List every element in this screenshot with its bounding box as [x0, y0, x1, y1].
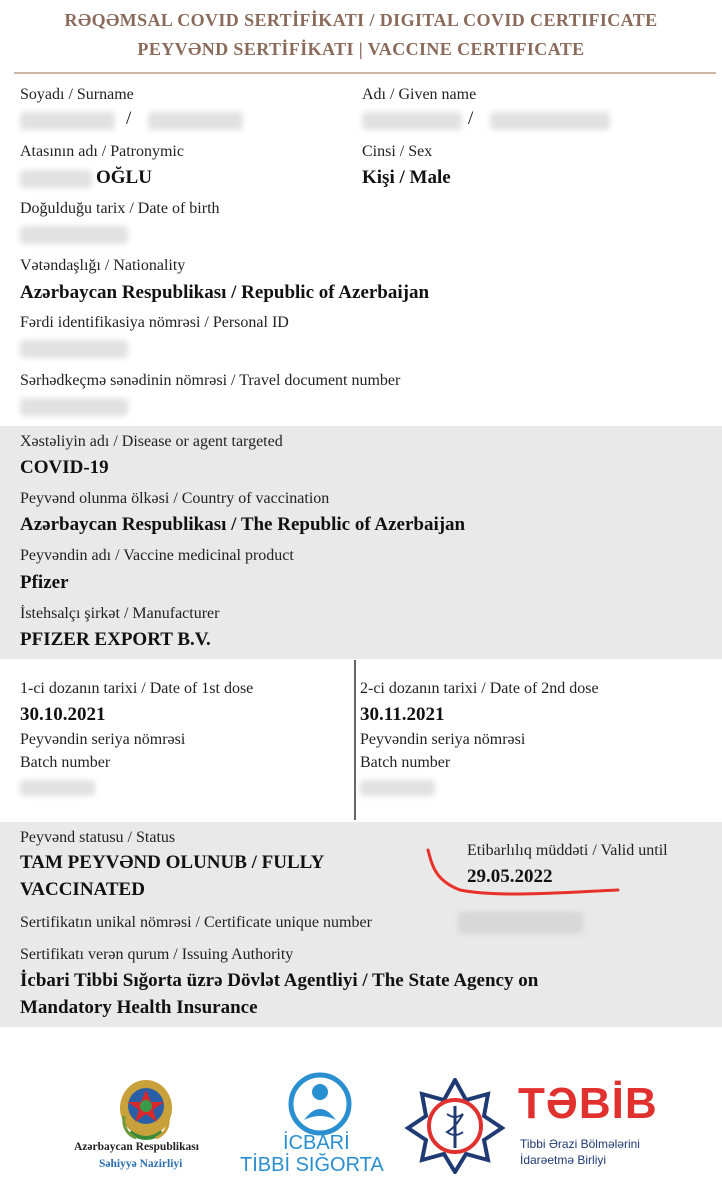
red-underline-annotation	[420, 846, 630, 904]
sex-label: Cinsi / Sex	[362, 143, 433, 160]
dose2-date-value: 30.11.2021	[360, 704, 445, 725]
authority-value-line2: Mandatory Health Insurance	[20, 997, 258, 1018]
certificate-title: RƏQƏMSAL COVID SERTİFİKATI / DIGITAL COVID CERTIFICATE	[64, 10, 658, 30]
icbari-logo-icon	[288, 1072, 352, 1136]
tabib-desc-line2: İdarəetmə Birliyi	[520, 1153, 607, 1167]
cert-number-redacted	[458, 912, 583, 934]
ministry-name-line1: Azərbaycan Respublikası	[74, 1141, 199, 1153]
valid-until-value: 29.05.2022	[467, 866, 553, 887]
authority-label: Sertifikatı verən qurum / Issuing Authority	[20, 946, 294, 963]
tabib-emblem-icon	[404, 1078, 506, 1174]
dose2-date-label: 2-ci dozanın tarixi / Date of 2nd dose	[360, 680, 599, 697]
dose2-batch-label-en: Batch number	[360, 754, 451, 771]
dose1-date-value: 30.10.2021	[20, 704, 106, 725]
ministry-name-line2: Səhiyyə Nazirliyi	[99, 1158, 183, 1170]
given-name-redacted	[362, 112, 462, 130]
surname-redacted	[20, 112, 115, 130]
surname-separator: /	[126, 108, 132, 129]
patronymic-value: OĞLU	[96, 167, 152, 188]
certificate-subtitle: PEYVƏND SERTİFİKATI | VACCINE CERTIFICATE	[137, 39, 585, 59]
personal-id-redacted	[20, 340, 128, 358]
dose2-batch-redacted	[360, 780, 435, 796]
tabib-name: TƏBİB	[518, 1079, 658, 1128]
valid-until-label: Etibarlılıq müddəti / Valid until	[467, 842, 668, 859]
surname-redacted-latin	[148, 112, 243, 130]
product-label: Peyvəndin adı / Vaccine medicinal product	[20, 547, 294, 564]
nationality-value: Azərbaycan Respublikası / Republic of Azerbaijan	[20, 282, 430, 303]
country-value: Azərbaycan Respublikası / The Republic of Azerbaijan	[20, 514, 466, 535]
icbari-name-line1: İCBARİ	[283, 1132, 350, 1154]
dose1-batch-label-az: Peyvəndin seriya nömrəsi	[20, 731, 186, 748]
tabib-desc-line1: Tibbi Ərazi Bölmələrini	[520, 1137, 640, 1151]
dose1-date-label: 1-ci dozanın tarixi / Date of 1st dose	[20, 680, 254, 697]
surname-label: Soyadı / Surname	[20, 86, 134, 103]
product-value: Pfizer	[20, 572, 69, 593]
patronymic-label: Atasının adı / Patronymic	[20, 143, 184, 160]
travel-doc-redacted	[20, 398, 128, 416]
disease-value: COVID-19	[20, 457, 109, 478]
patronymic-redacted	[20, 170, 92, 188]
cert-number-label: Sertifikatın unikal nömrəsi / Certificate unique number	[20, 914, 372, 931]
dose-column-divider	[354, 660, 356, 820]
authority-value-line1: İcbari Tibbi Sığorta üzrə Dövlət Agentliyi / The State Agency on	[20, 970, 539, 991]
header-divider	[14, 72, 716, 74]
manufacturer-value: PFIZER EXPORT B.V.	[20, 629, 211, 650]
travel-doc-label: Sərhədkeçmə sənədinin nömrəsi / Travel document number	[20, 372, 401, 389]
icbari-name-line2: TİBBİ SIĞORTA	[240, 1154, 384, 1176]
status-value-line2: VACCINATED	[20, 879, 145, 900]
disease-label: Xəstəliyin adı / Disease or agent targeted	[20, 433, 283, 450]
given-name-redacted-latin	[490, 112, 610, 130]
given-name-separator: /	[468, 108, 474, 129]
dob-label: Doğulduğu tarix / Date of birth	[20, 200, 220, 217]
sex-value: Kişi / Male	[362, 167, 451, 188]
dose1-batch-label-en: Batch number	[20, 754, 111, 771]
dob-redacted	[20, 226, 128, 244]
dose2-batch-label-az: Peyvəndin seriya nömrəsi	[360, 731, 526, 748]
manufacturer-label: İstehsalçı şirkət / Manufacturer	[20, 605, 220, 622]
nationality-label: Vətəndaşlığı / Nationality	[20, 257, 186, 274]
azerbaijan-emblem-icon	[116, 1076, 176, 1144]
given-name-label: Adı / Given name	[362, 86, 477, 103]
status-label: Peyvənd statusu / Status	[20, 829, 176, 846]
dose1-batch-redacted	[20, 780, 95, 796]
personal-id-label: Fərdi identifikasiya nömrəsi / Personal ID	[20, 314, 289, 331]
country-label: Peyvənd olunma ölkəsi / Country of vaccination	[20, 490, 330, 507]
status-value-line1: TAM PEYVƏND OLUNUB / FULLY	[20, 852, 325, 873]
